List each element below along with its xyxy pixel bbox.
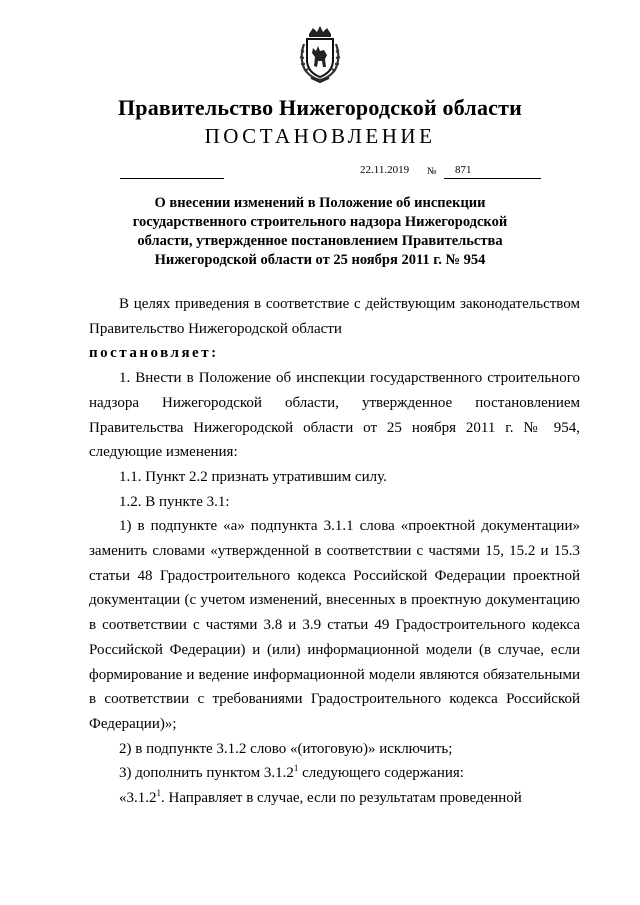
document-body: [89, 292, 580, 811]
number-label: №: [427, 166, 437, 177]
paragraph: 1.2. В пункте 3.1:: [119, 493, 230, 510]
subject-line: государственного строительного надзора Нижегородской: [132, 214, 508, 230]
intro-paragraph: В целях приведения в соответствие с действующим законодательством Правительство Нижегородской области: [89, 296, 580, 337]
document-type: ПОСТАНОВЛЕНИЕ: [204, 124, 436, 148]
paragraph: 1. Внести в Положение об инспекции государственного строительного надзора Нижегородской области, утвержденное постановлением Правительства Нижегородской области от 25 ноября 2011 г. № 954, следующие изменения:: [89, 370, 580, 461]
subject-line: О внесении изменений в Положение об инспекции: [154, 195, 486, 211]
document-subject: [128, 194, 512, 270]
document-date: 22.11.2019: [360, 164, 410, 176]
organization-name: Правительство Нижегородской области: [117, 95, 522, 120]
superscript: 1: [293, 763, 299, 774]
text-fragment: следующего содержания:: [298, 765, 464, 782]
subject-line: Нижегородской области от 25 ноября 2011 г. № 954: [154, 252, 486, 268]
text-fragment: . Направляет в случае, если по результатам проведенной: [161, 790, 522, 807]
paragraph: 2) в подпункте 3.1.2 слово «(итоговую)» исключить;: [119, 740, 453, 757]
paragraph: 1.1. Пункт 2.2 признать утратившим силу.: [119, 468, 387, 485]
paragraph: 1) в подпункте «а» подпункта 3.1.1 слова «проектной документации» заменить словами «утвержденной в соответствии с частями 15, 15.2 и 15.3 статьи 48 Градостроительного кодекса Российской Федерации проектной документации (с учетом изменений, внесенных в проектную документацию в соответствии с частями 3.8 и 3.9 статьи 49 Градостроительного кодекса Российской Федерации) и (или) информационной модели (в случае, если формирование и ведение информационной модели являются обязательными в соответствии с требованиями Градостроительного кодекса Российской Федерации)»;: [89, 518, 580, 732]
text-fragment: 3) дополнить пунктом 3.1.2: [119, 765, 294, 782]
superscript: 1: [156, 788, 161, 799]
blank-line: [120, 178, 224, 179]
coat-of-arms-icon: [295, 24, 345, 84]
subject-line: области, утвержденное постановлением Правительства: [137, 233, 503, 249]
number-underline: [444, 178, 541, 179]
decree-word: постановляет:: [89, 345, 219, 362]
paragraph: [89, 786, 580, 811]
paragraph: [89, 761, 580, 786]
text-fragment: «3.1.2: [119, 790, 157, 807]
decree-word-paragraph: [89, 341, 580, 366]
document-number: 871: [455, 164, 472, 176]
